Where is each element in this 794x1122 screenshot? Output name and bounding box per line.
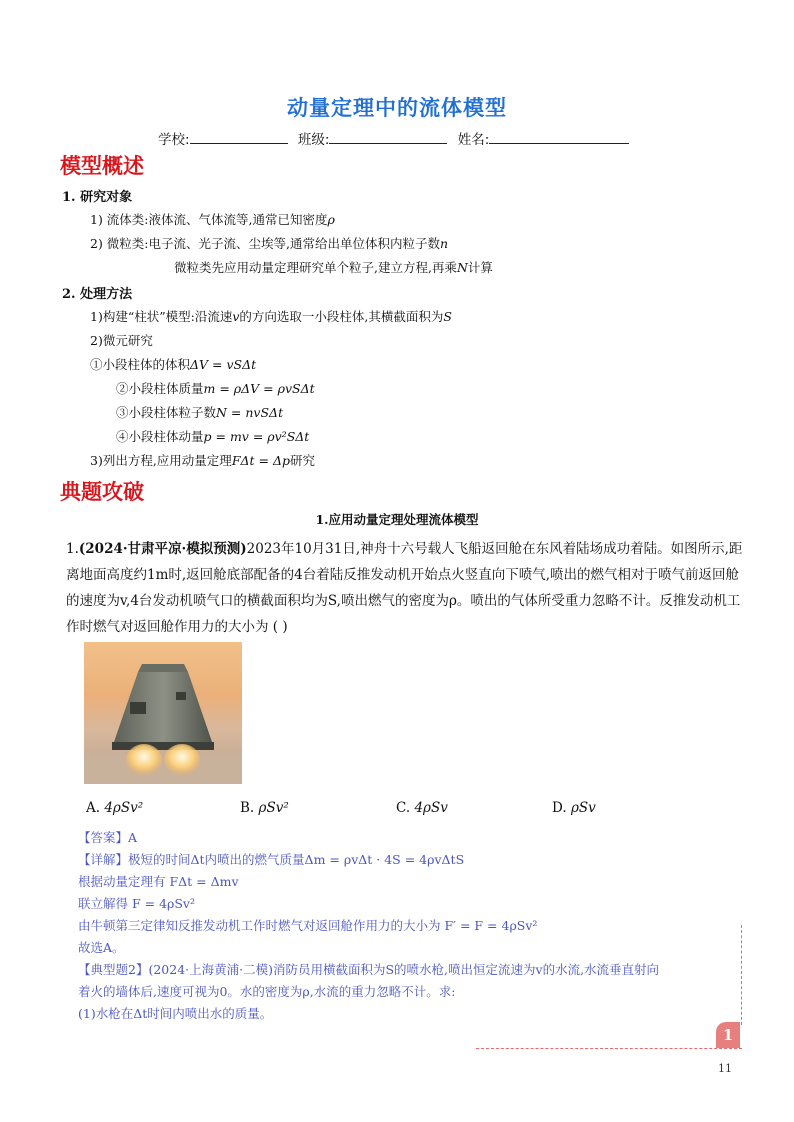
micro-momentum: ④小段柱体动量p = mv = ρv²SΔt (116, 429, 310, 444)
question-number: 1. (66, 541, 79, 557)
option-c[interactable]: C. 4ρSv (396, 800, 448, 816)
dashed-border-vertical (741, 925, 742, 1025)
typical-question-line-1: 【典型题2】(2024·上海黄浦·二模)消防员用横截面积为S的喷水枪,喷出恒定流速为v的水流,水流垂直射向 (78, 962, 660, 977)
micro-mass: ②小段柱体质量m = ρΔV = ρvSΔt (116, 381, 315, 396)
school-blank[interactable] (190, 131, 288, 144)
option-b[interactable]: B. ρSv² (240, 800, 289, 816)
question-source: (2024·甘肃平凉·模拟预测) (78, 541, 247, 557)
section-examples: 典题攻破 (60, 480, 144, 504)
class-blank[interactable] (329, 131, 447, 144)
research-item-2: 2) 微粒类:电子流、光子流、尘埃等,通常给出单位体积内粒子数n (90, 236, 449, 251)
typical-question-line-3: (1)水枪在Δt时间内喷出水的质量。 (78, 1006, 273, 1021)
class-label: 班级: (297, 132, 330, 148)
research-heading: 1. 研究对象 (62, 190, 133, 205)
option-a[interactable]: A. 4ρSv² (86, 800, 144, 816)
micro-particle-count: ③小段柱体粒子数N = nvSΔt (116, 405, 284, 420)
method-step-2: 2)微元研究 (90, 333, 153, 348)
explanation-line-1: 【详解】极短的时间Δt内喷出的燃气质量Δm = ρvΔt · 4S = 4ρvΔtS (78, 852, 465, 867)
method-heading: 2. 处理方法 (62, 287, 133, 302)
dashed-border-horizontal (476, 1048, 742, 1049)
student-info-line (158, 128, 635, 148)
school-label: 学校: (158, 132, 190, 148)
page-number: 11 (718, 1062, 732, 1075)
explanation-line-4: 由牛顿第三定律知反推发动机工作时燃气对返回舱作用力的大小为 F′ = F = 4ρSv² (78, 918, 538, 933)
micro-volume: ①小段柱体的体积ΔV = vSΔt (90, 357, 257, 372)
method-step-1: 1)构建“柱状”模型:沿流速v的方向选取一小段柱体,其横截面积为S (90, 309, 452, 324)
question-1 (66, 536, 746, 640)
section-overview: 模型概述 (60, 154, 144, 178)
question-body: 2023年10月31日,神舟十六号载人飞船返回舱在东风着陆场成功着陆。如图所示,距离地面高度约1m时,返回舱底部配备的4台着陆反推发动机开始点火竖直向下喷气,喷出的燃气相对于喷气前返回舱的速度为v,4台发动机喷气口的横截面积均为S,喷出燃气的密度为ρ。喷出的气体所受重力忽略不计。反推发动机工作时燃气对返回舱作用力的大小为 ( ) (66, 541, 743, 635)
explanation-line-2: 根据动量定理有 FΔt = Δmv (78, 874, 239, 889)
research-item-1: 1) 流体类:液体流、气体流等,通常已知密度ρ (90, 212, 335, 227)
page-title: 动量定理中的流体模型 (287, 96, 507, 120)
page-badge: 1 (716, 1022, 740, 1048)
capsule-photo (84, 642, 242, 784)
capsule-illustration (84, 642, 242, 784)
typical-question-line-2: 着火的墙体后,速度可视为0。水的密度为ρ,水流的重力忽略不计。求: (78, 984, 456, 999)
name-label: 姓名: (457, 132, 490, 148)
explanation-line-5: 故选A。 (78, 940, 125, 955)
explanation-line-3: 联立解得 F = 4ρSv² (78, 896, 196, 911)
method-step-3: 3)列出方程,应用动量定理FΔt = Δp研究 (90, 453, 316, 468)
example-subtitle: 1.应用动量定理处理流体模型 (315, 512, 479, 527)
option-d[interactable]: D. ρSv (552, 800, 596, 816)
answer-line: 【答案】A (78, 830, 138, 845)
research-note: 微粒类先应用动量定理研究单个粒子,建立方程,再乘N计算 (174, 260, 493, 275)
name-blank[interactable] (489, 131, 629, 144)
